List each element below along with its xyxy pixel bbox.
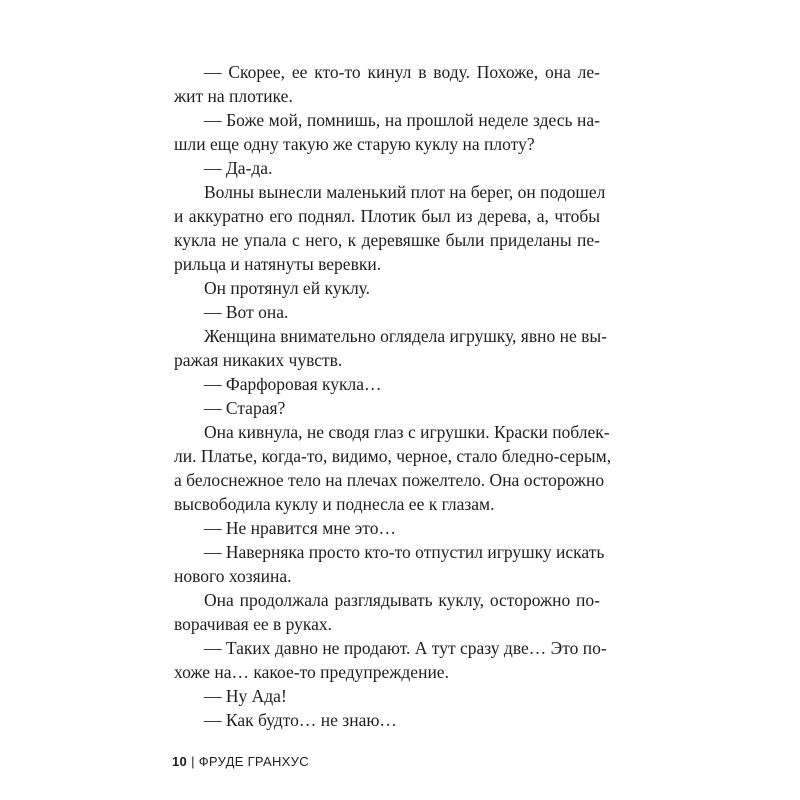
text-line: рильца и натянуты веревки. (174, 254, 382, 274)
text-line: кукла не упала с него, к деревяшке были приделаны пе- (174, 230, 600, 250)
text-line: Она продолжала разглядывать куклу, осторожно по- (204, 590, 600, 610)
text-line: ражая никаких чувств. (174, 350, 343, 370)
text-line: — Ну Ада! (204, 686, 287, 706)
text-line: Он протянул ей куклу. (204, 278, 371, 298)
page-number: 10 (172, 754, 188, 769)
footer-separator: | (191, 754, 195, 769)
text-line: — Таких давно не продают. А тут сразу две… Это по- (204, 638, 607, 658)
text-line: Волны вынесли маленький плот на берег, он подошел (204, 182, 606, 202)
text-line: шли еще одну такую же старую куклу на плоту? (174, 134, 535, 154)
text-line: Она кивнула, не сводя глаз с игрушки. Краски поблек- (204, 422, 610, 442)
text-line: — Старая? (204, 398, 286, 418)
text-line: ворачивая ее в руках. (174, 614, 333, 634)
running-title: ФРУДЕ ГРАНХУС (198, 754, 309, 769)
text-line: и аккуратно его поднял. Плотик был из дерева, а, чтобы (174, 206, 600, 226)
text-line: высвободила куклу и поднесла ее к глазам. (174, 494, 495, 514)
text-line: нового хозяина. (174, 566, 292, 586)
text-line: хоже на… какое-то предупреждение. (174, 662, 449, 682)
text-line: жит на плотике. (174, 86, 293, 106)
text-line: — Боже мой, помнишь, на прошлой неделе здесь на- (204, 110, 600, 130)
text-line: Женщина внимательно оглядела игрушку, явно не вы- (204, 326, 607, 346)
text-line: ли. Платье, когда-то, видимо, черное, стало бледно-серым, (174, 446, 612, 466)
text-line: — Да-да. (204, 158, 273, 178)
page-footer (172, 754, 309, 769)
text-line: — Скорее, ее кто-то кинул в воду. Похоже, она ле- (204, 62, 600, 82)
text-line: — Фарфоровая кукла… (204, 374, 382, 394)
text-line: — Как будто… не знаю… (204, 710, 397, 730)
text-line: а белоснежное тело на плечах пожелтело. Она осторожно (174, 470, 605, 490)
text-line: — Вот она. (204, 302, 289, 322)
text-line: — Наверняка просто кто-то отпустил игрушку искать (204, 542, 605, 562)
text-line: — Не нравится мне это… (204, 518, 396, 538)
